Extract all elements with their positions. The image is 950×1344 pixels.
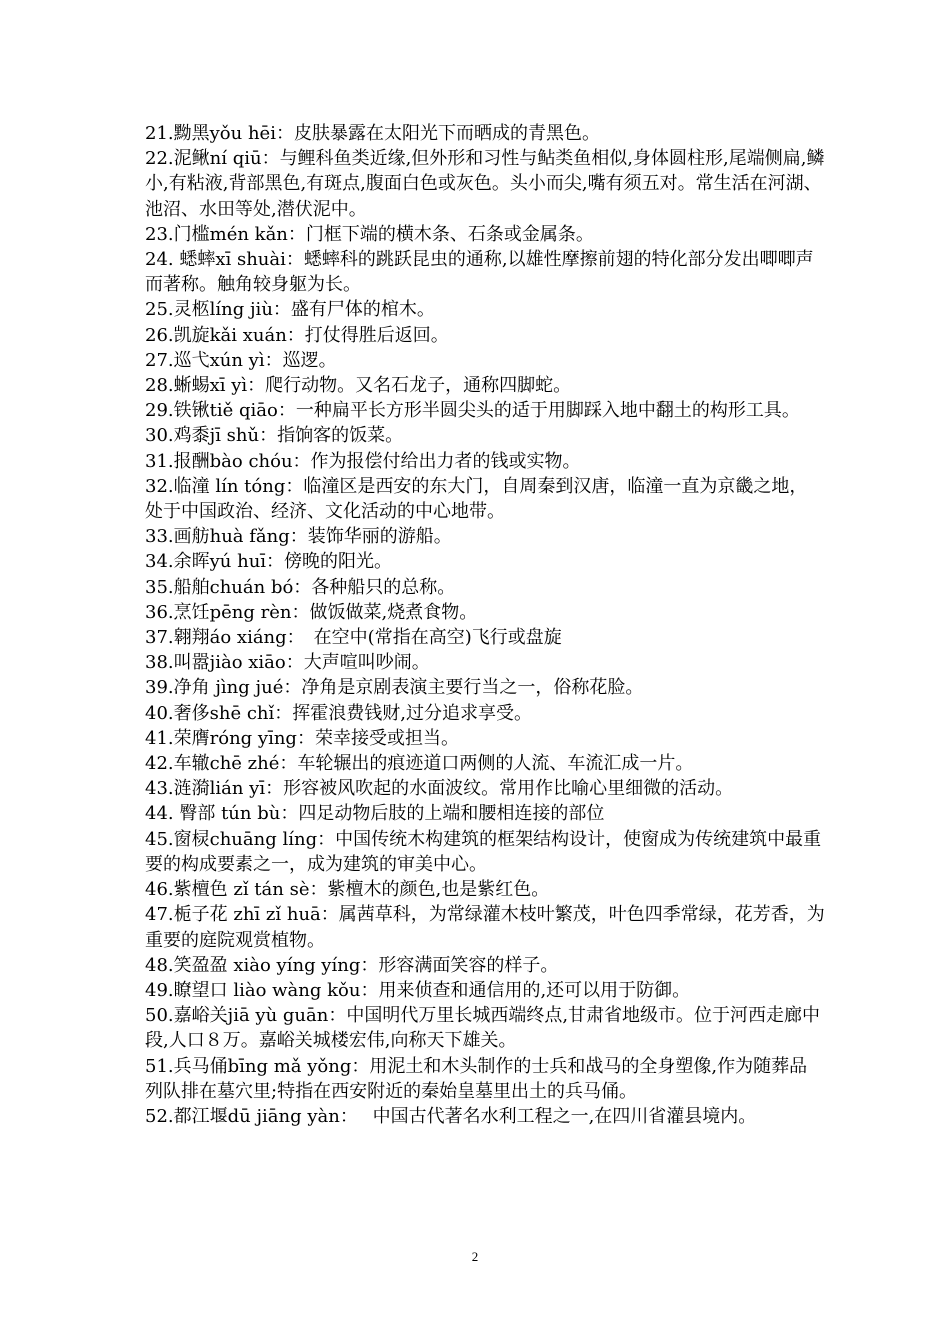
list-item: 32.临潼 lín tóng：临潼区是西安的东大门，自周秦到汉唐，临潼一直为京畿之地，处于中国政治、经济、文化活动的中心地带。: [145, 475, 808, 523]
list-item: 49.瞭望口 liào wàng kǒu：用来侦查和通信用的,还可以用于防御。: [145, 979, 691, 1001]
list-item: 25.灵柩líng jiù：盛有尸体的棺木。: [145, 299, 435, 321]
list-item: 23.门槛mén kǎn：门框下端的横木条、石条或金属条。: [145, 223, 594, 245]
list-item: 29.铁锹tiě qiāo：一种扁平长方形半圆尖头的适于用脚踩入地中翻土的构形工具。: [145, 400, 800, 422]
vocabulary-list: [145, 121, 825, 1129]
list-item: 34.余晖yú huī：傍晚的阳光。: [145, 551, 393, 573]
list-item: 35.船舶chuán bó：各种船只的总称。: [145, 576, 456, 598]
list-item: 40.奢侈shē chǐ：挥霍浪费钱财,过分追求享受。: [145, 702, 532, 724]
list-item: 28.蜥蜴xī yì：爬行动物。又名石龙子，通称四脚蛇。: [145, 375, 572, 397]
list-item: 26.凯旋kǎi xuán：打仗得胜后返回。: [145, 324, 449, 346]
list-item: 43.涟漪lián yī：形容被风吹起的水面波纹。常用作比喻心里细微的活动。: [145, 778, 734, 800]
list-item: 21.黝黑yǒu hēi：皮肤暴露在太阳光下而晒成的青黑色。: [145, 123, 600, 144]
list-item: 51.兵马俑bīng mǎ yǒng：用泥土和木头制作的士兵和战马的全身塑像,作为随葬品列队排在墓穴里;特指在西安附近的秦始皇墓里出土的兵马俑。: [145, 1055, 808, 1102]
page-number: 2: [471, 1249, 479, 1264]
list-item: 48.笑盈盈 xiào yíng yíng：形容满面笑容的样子。: [145, 954, 559, 976]
list-item: 44. 臀部 tún bù：四足动物后肢的上端和腰相连接的部位: [145, 803, 605, 825]
list-item: 33.画舫huà fǎng：装饰华丽的游船。: [145, 526, 452, 548]
list-item: 46.紫檀色 zǐ tán sè：紫檀木的颜色,也是紫红色。: [145, 879, 550, 901]
list-item: 39.净角 jìng jué：净角是京剧表演主要行当之一，俗称花脸。: [145, 677, 644, 699]
list-item: 50.嘉峪关jiā yù guān：中国明代万里长城西端终点,甘肃省地级市。位于河西走廊中段,人口８万。嘉峪关城楼宏伟,向称天下雄关。: [145, 1005, 821, 1052]
list-item: 47.栀子花 zhī zǐ huā：属茜草科，为常绿灌木枝叶繁茂，叶色四季常绿，花芳香，为重要的庭院观赏植物。: [145, 904, 825, 951]
list-item: 27.巡弋xún yì：巡逻。: [145, 349, 337, 371]
list-item: 22.泥鳅ní qiū：与鲤科鱼类近缘,但外形和习性与鲇类鱼相似,身体圆柱形,尾端侧扁,鳞小,有粘液,背部黑色,有斑点,腹面白色或灰色。头小而尖,嘴有须五对。常生活在河湖、池沼、水田等处,潜伏泥中。: [145, 148, 825, 220]
list-item: 41.荣膺róng yīng：荣幸接受或担当。: [145, 727, 459, 749]
list-item: 30.鸡黍jī shǔ：指饷客的饭菜。: [145, 425, 404, 447]
list-item: 38.叫嚣jiào xiāo：大声喧叫吵闹。: [145, 652, 430, 674]
list-item: 24. 蟋蟀xī shuài：蟋蟀科的跳跃昆虫的通称,以雄性摩擦前翅的特化部分发出唧唧声而著称。触角较身躯为长。: [145, 249, 814, 296]
list-item: 36.烹饪pēng rèn：做饭做菜,烧煮食物。: [145, 601, 478, 623]
list-item: 42.车辙chē zhé：车轮辗出的痕迹道口两侧的人流、车流汇成一片。: [145, 753, 694, 775]
list-item: 45.窗棂chuāng líng：中国传统木构建筑的框架结构设计，使窗成为传统建筑中最重要的构成要素之一，成为建筑的审美中心。: [145, 828, 822, 875]
list-item: 52.都江堰dū jiāng yàn： 中国古代著名水利工程之一,在四川省灌县境内。: [145, 1105, 757, 1127]
list-item: 31.报酬bào chóu：作为报偿付给出力者的钱或实物。: [145, 450, 581, 472]
list-item: 37.翱翔áo xiáng： 在空中(常指在高空)飞行或盘旋: [145, 627, 562, 649]
